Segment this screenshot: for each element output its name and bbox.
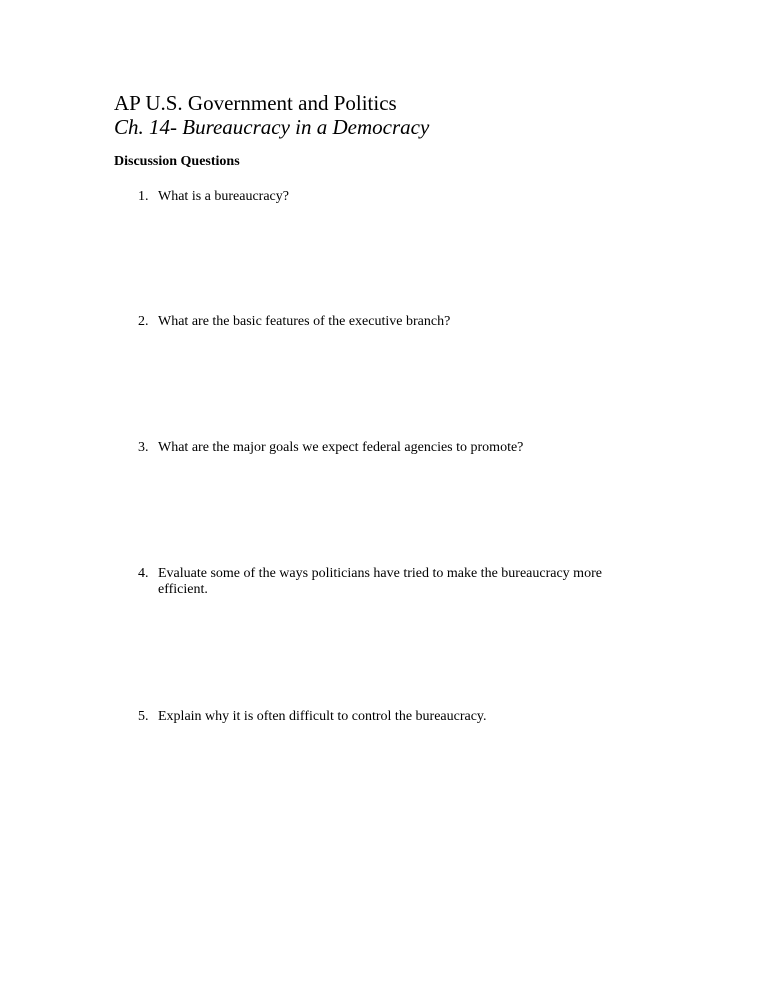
question-text: What is a bureaucracy? [158, 189, 289, 204]
question-number: 1. [138, 189, 149, 204]
question-number: 2. [138, 314, 149, 329]
question-number: 4. [138, 566, 149, 581]
question-text: What are the basic features of the executive branch? [158, 314, 451, 329]
document-subtitle: Ch. 14- Bureaucracy in a Democracy [114, 115, 430, 139]
section-heading: Discussion Questions [114, 154, 240, 169]
question-number: 5. [138, 709, 149, 724]
question-text: Evaluate some of the ways politicians have tried to make the bureaucracy more efficient. [158, 566, 602, 597]
document-title: AP U.S. Government and Politics [114, 91, 397, 115]
question-text: Explain why it is often difficult to control the bureaucracy. [158, 709, 487, 724]
question-text: What are the major goals we expect federal agencies to promote? [158, 440, 524, 455]
question-number: 3. [138, 440, 149, 455]
